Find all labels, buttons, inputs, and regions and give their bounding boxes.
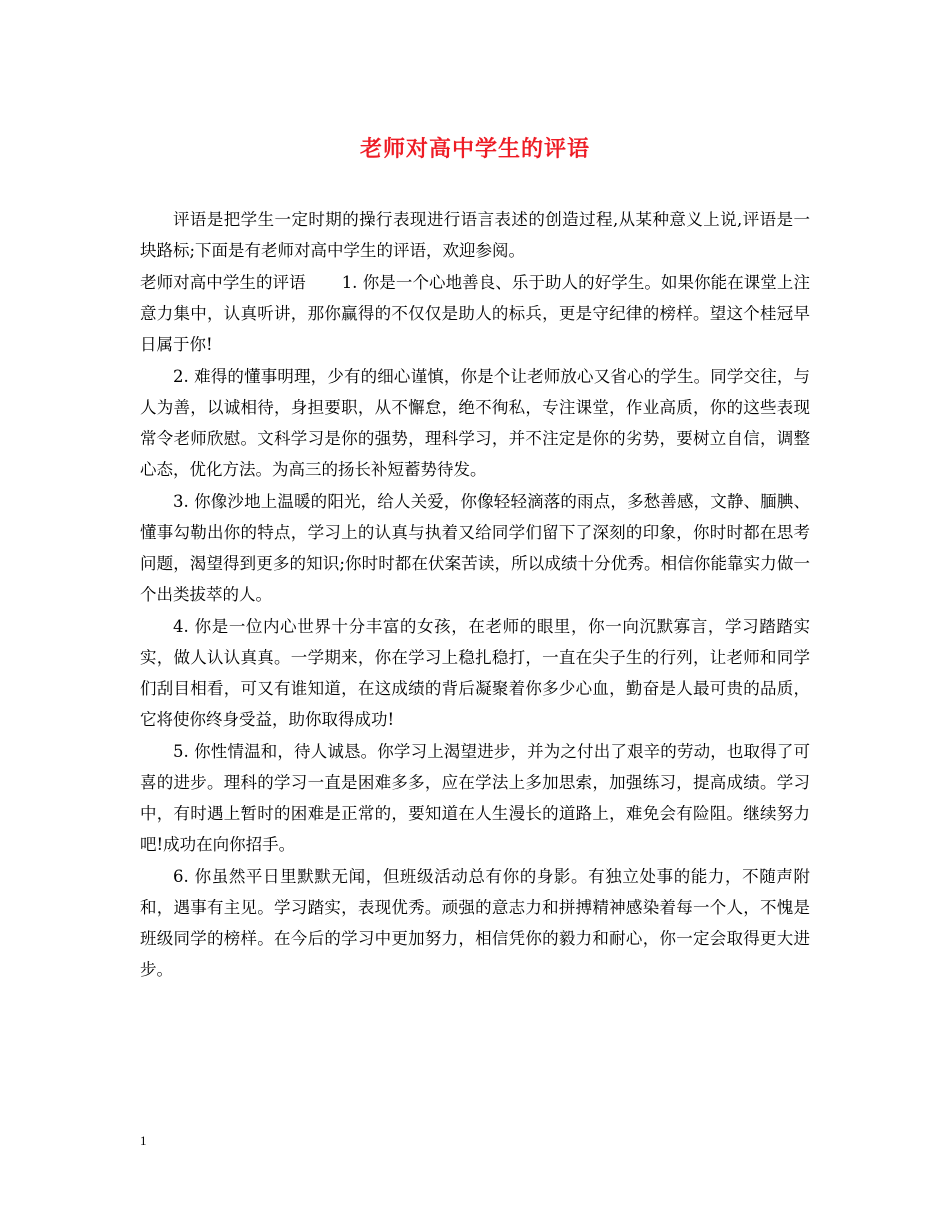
document-title: 老师对高中学生的评语 (359, 136, 590, 162)
comment-paragraph-4: 4. 你是一位内心世界十分丰富的女孩，在老师的眼里，你一向沉默寡言，学习踏踏实实，做人认认真真。一学期来，你在学习上稳扎稳打，一直在尖子生的行列，让老师和同学们刮目相看，可又有谁知道，在这成绩的背后凝聚着你多少心血，勤奋是人最可贵的品质，它将使你终身受益，助你取得成功! (140, 617, 810, 729)
page-number: 1 (140, 1133, 147, 1148)
comment-paragraph-6: 6. 你虽然平日里默默无闻，但班级活动总有你的身影。有独立处事的能力，不随声附和，遇事有主见。学习踏实，表现优秀。顽强的意志力和拼搏精神感染着每一个人，不愧是班级同学的榜样。在今后的学习中更加努力，相信凭你的毅力和耐心，你一定会取得更大进步。 (140, 867, 810, 979)
comment-text-1: 1. 你是一个心地善良、乐于助人的好学生。如果你能在课堂上注意力集中，认真听讲，那你赢得的不仅仅是助人的标兵，更是守纪律的榜样。望这个桂冠早日属于你! (140, 273, 810, 354)
comment-paragraph-5: 5. 你性情温和，待人诚恳。你学习上渴望进步，并为之付出了艰辛的劳动，也取得了可喜的进步。理科的学习一直是困难多多，应在学法上多加思索，加强练习，提高成绩。学习中，有时遇上暂时的困难是正常的，要知道在人生漫长的道路上，难免会有险阻。继续努力吧!成功在向你招手。 (140, 742, 810, 854)
comment-paragraph-3: 3. 你像沙地上温暖的阳光，给人关爱，你像轻轻滴落的雨点，多愁善感，文静、腼腆、懂事勾勒出你的特点，学习上的认真与执着又给同学们留下了深刻的印象，你时时都在思考问题，渴望得到更多的知识;你时时都在伏案苦读，所以成绩十分优秀。相信你能靠实力做一个出类拔萃的人。 (140, 492, 810, 604)
section-heading: 老师对高中学生的评语 (140, 273, 306, 292)
comment-paragraph-2: 2. 难得的懂事明理，少有的细心谨慎，你是个让老师放心又省心的学生。同学交往，与人为善，以诚相待，身担要职，从不懈怠，绝不徇私，专注课堂，作业高质，你的这些表现常令老师欣慰。文科学习是你的强势，理科学习，并不注定是你的劣势，要树立自信，调整心态，优化方法。为高三的扬长补短蓄势待发。 (140, 367, 810, 479)
intro-paragraph: 评语是把学生一定时期的操行表现进行语言表述的创造过程,从某种意义上说,评语是一块路标;下面是有老师对高中学生的评语，欢迎参阅。 (140, 210, 810, 260)
document-body (140, 204, 810, 986)
comment-paragraph-1 (140, 267, 810, 360)
